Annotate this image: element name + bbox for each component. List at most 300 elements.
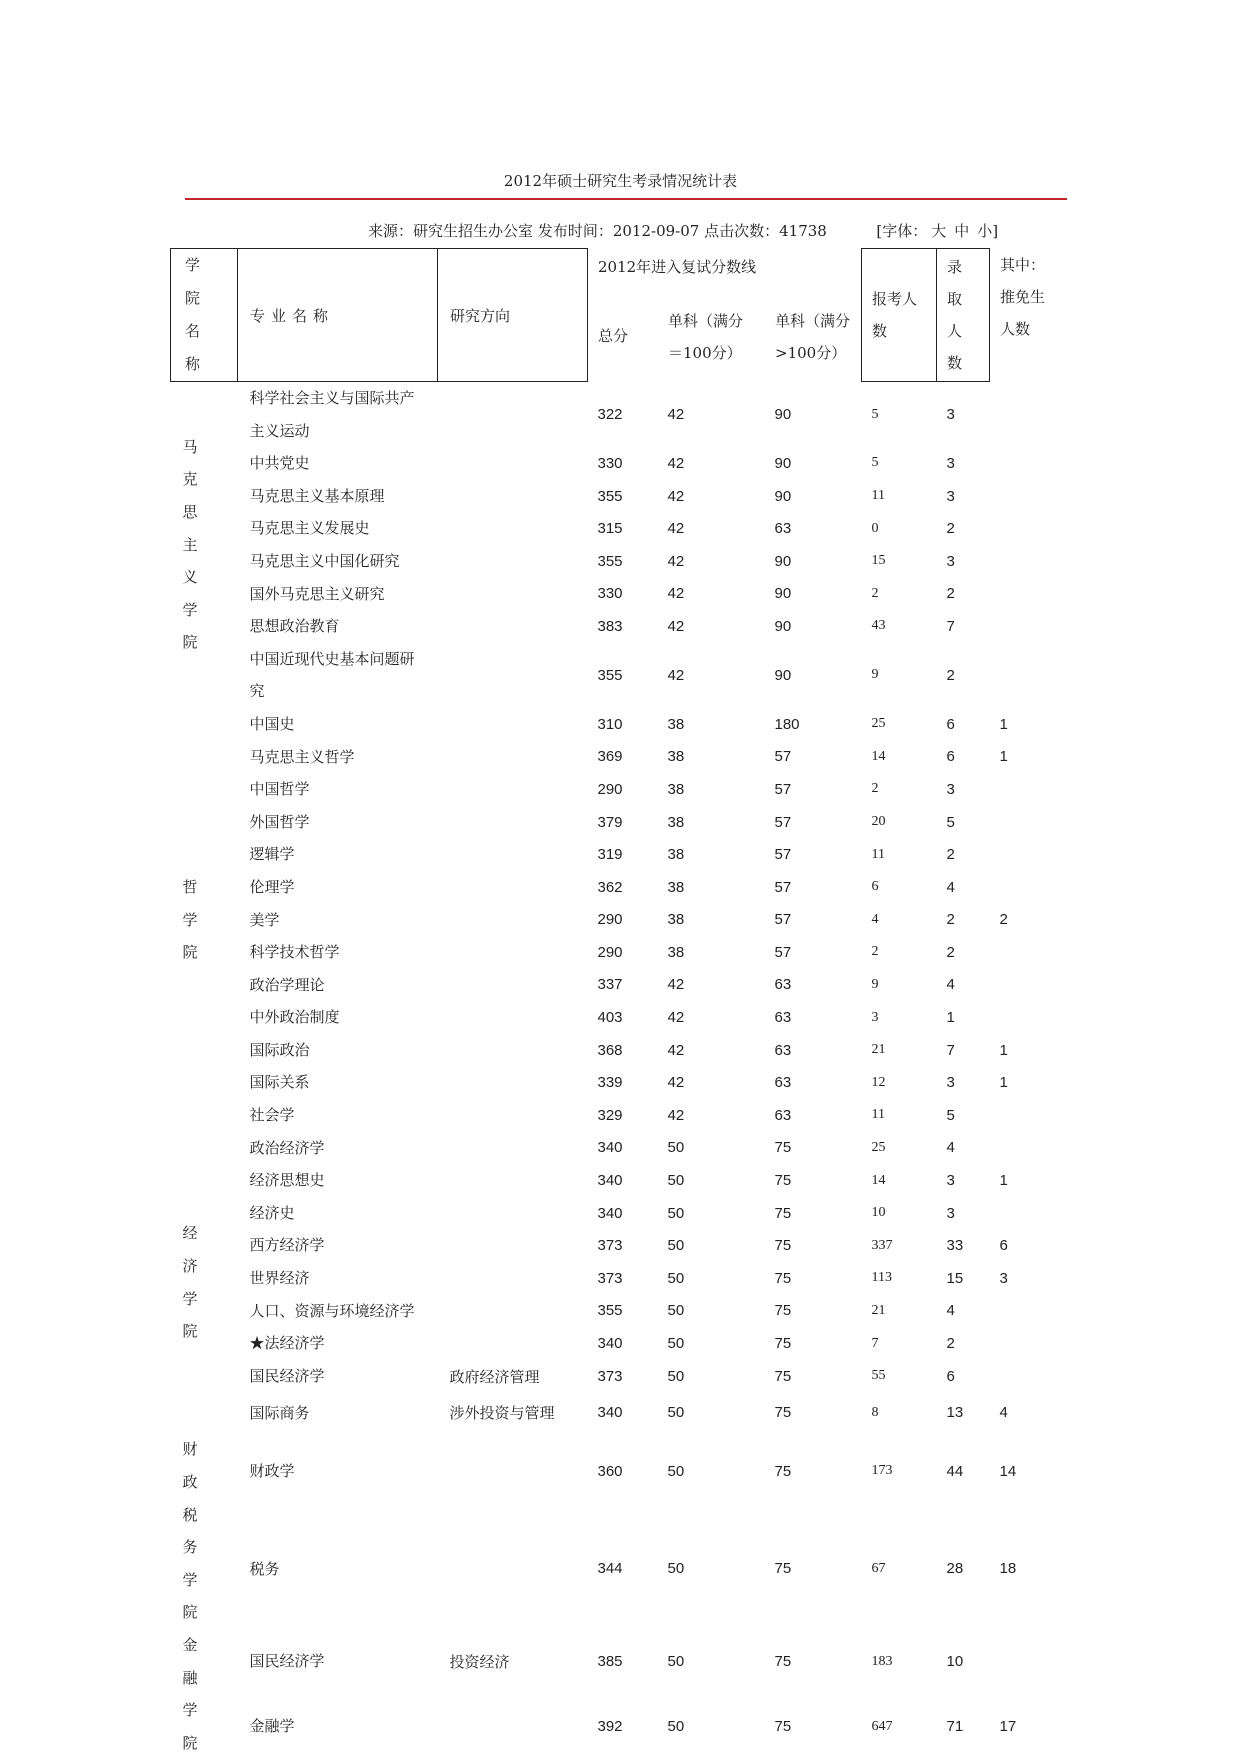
single1-cell: 50	[667, 1269, 685, 1287]
table-row	[171, 838, 1050, 871]
major-cell: 中外政治制度	[249, 1008, 340, 1027]
single2-cell: 90	[774, 487, 792, 505]
total-score-cell: 337	[597, 976, 623, 994]
single2-cell: 75	[774, 1718, 792, 1736]
admitted-cell: 3	[946, 1172, 955, 1190]
direction-cell	[438, 1327, 588, 1360]
applicants-cell: 2	[871, 944, 879, 960]
table-row	[171, 1197, 1050, 1230]
exempt-cell	[990, 578, 1050, 611]
major-cell: 财政学	[249, 1461, 295, 1480]
exempt-cell	[990, 545, 1050, 578]
applicants-cell: 3	[871, 1009, 879, 1025]
major-cell: 外国哲学	[249, 812, 310, 831]
major-cell: 思想政治教育	[249, 617, 340, 636]
single2-cell: 75	[774, 1335, 792, 1353]
single2-cell: 63	[774, 1041, 792, 1059]
admitted-cell: 4	[946, 878, 955, 896]
single1-cell: 38	[667, 878, 685, 896]
table-row	[171, 1229, 1050, 1262]
total-score-cell: 315	[597, 520, 623, 538]
total-score-cell: 319	[597, 846, 623, 864]
total-score-cell: 340	[597, 1139, 623, 1157]
direction-cell	[438, 1229, 588, 1262]
header-applicants: 报考人 数	[862, 249, 937, 382]
single2-cell: 57	[774, 846, 792, 864]
exempt-cell	[990, 447, 1050, 480]
applicants-cell: 25	[871, 1139, 886, 1155]
single2-cell: 75	[774, 1404, 792, 1422]
exempt-cell	[990, 1629, 1050, 1694]
applicants-cell: 11	[871, 846, 885, 862]
exempt-cell: 1	[999, 748, 1008, 766]
direction-cell	[438, 904, 588, 937]
major-cell: 科学社会主义与国际共产 主义运动	[249, 389, 415, 440]
applicants-cell: 55	[871, 1368, 886, 1384]
title-divider	[185, 198, 1067, 200]
admitted-cell: 2	[946, 943, 955, 961]
major-cell: 国民经济学	[249, 1366, 325, 1385]
major-cell: 科学技术哲学	[249, 943, 340, 962]
total-score-cell: 385	[597, 1653, 623, 1671]
table-row	[171, 1164, 1050, 1197]
direction-cell	[438, 741, 588, 774]
single1-cell: 42	[667, 487, 685, 505]
exempt-cell	[990, 838, 1050, 871]
applicants-cell: 337	[871, 1237, 893, 1253]
total-score-cell: 339	[597, 1074, 623, 1092]
exempt-cell	[990, 936, 1050, 969]
total-score-cell: 344	[597, 1560, 623, 1578]
single1-cell: 38	[667, 748, 685, 766]
header-score-line: 2012年进入复试分数线	[598, 258, 757, 276]
applicants-cell: 8	[871, 1404, 879, 1420]
single1-cell: 50	[667, 1653, 685, 1671]
direction-cell	[438, 512, 588, 545]
direction-cell	[438, 1262, 588, 1295]
table-row	[171, 480, 1050, 513]
major-cell: 政治经济学	[249, 1138, 325, 1157]
admitted-cell: 71	[946, 1718, 964, 1736]
admission-table	[170, 248, 1050, 1759]
single2-cell: 75	[774, 1653, 792, 1671]
direction-cell	[438, 871, 588, 904]
single1-cell: 38	[667, 943, 685, 961]
total-score-cell: 290	[597, 780, 623, 798]
applicants-cell: 0	[871, 520, 879, 536]
major-cell: 国际商务	[249, 1403, 310, 1422]
exempt-cell: 18	[999, 1560, 1017, 1578]
table-row	[171, 382, 1050, 448]
total-score-cell: 360	[597, 1462, 623, 1480]
single2-cell: 75	[774, 1139, 792, 1157]
admitted-cell: 28	[946, 1560, 964, 1578]
exempt-cell	[990, 806, 1050, 839]
major-cell: 世界经济	[249, 1269, 310, 1288]
admitted-cell: 4	[946, 976, 955, 994]
direction-cell	[438, 1164, 588, 1197]
major-cell: ★法经济学	[249, 1334, 325, 1353]
direction-cell	[438, 578, 588, 611]
direction-cell	[438, 708, 588, 741]
admitted-cell: 2	[946, 520, 955, 538]
published-label: 发布时间：	[537, 222, 613, 240]
exempt-cell	[990, 1001, 1050, 1034]
applicants-cell: 9	[871, 667, 879, 683]
applicants-cell: 5	[871, 406, 879, 422]
single1-cell: 50	[667, 1718, 685, 1736]
single1-cell: 50	[667, 1204, 685, 1222]
total-score-cell: 368	[597, 1041, 623, 1059]
admitted-cell: 10	[946, 1653, 964, 1671]
major-cell: 国外马克思主义研究	[249, 584, 385, 603]
exempt-cell	[990, 1132, 1050, 1165]
total-score-cell: 392	[597, 1718, 623, 1736]
direction-cell	[438, 643, 588, 708]
applicants-cell: 12	[871, 1074, 886, 1090]
exempt-cell: 2	[999, 911, 1008, 929]
header-direction: 研究方向	[438, 249, 588, 382]
exempt-cell	[990, 480, 1050, 513]
total-score-cell: 373	[597, 1367, 623, 1385]
single2-cell: 57	[774, 780, 792, 798]
admitted-cell: 6	[946, 748, 955, 766]
exempt-cell: 4	[999, 1404, 1008, 1422]
admitted-cell: 4	[946, 1302, 955, 1320]
single1-cell: 42	[667, 976, 685, 994]
admitted-cell: 3	[946, 1204, 955, 1222]
applicants-cell: 11	[871, 488, 885, 504]
major-cell: 美学	[249, 910, 280, 929]
single2-cell: 75	[774, 1560, 792, 1578]
direction-cell	[438, 1509, 588, 1629]
table-row	[171, 1295, 1050, 1328]
single1-cell: 38	[667, 780, 685, 798]
exempt-cell: 14	[999, 1462, 1017, 1480]
single2-cell: 180	[774, 715, 800, 733]
total-score-cell: 290	[597, 943, 623, 961]
applicants-cell: 113	[871, 1270, 892, 1286]
total-score-cell: 362	[597, 878, 623, 896]
admitted-cell: 2	[946, 1335, 955, 1353]
single1-cell: 42	[667, 520, 685, 538]
total-score-cell: 330	[597, 454, 623, 472]
major-cell: 中国史	[249, 714, 295, 733]
college-name-cell: 哲学 院	[182, 877, 212, 962]
header-total: 总分	[598, 327, 629, 345]
single1-cell: 38	[667, 715, 685, 733]
exempt-cell	[990, 1327, 1050, 1360]
exempt-cell: 1	[999, 1172, 1008, 1190]
single2-cell: 57	[774, 748, 792, 766]
table-row	[171, 1694, 1050, 1759]
applicants-cell: 21	[871, 1042, 886, 1058]
applicants-cell: 2	[871, 585, 879, 601]
direction-cell	[438, 447, 588, 480]
exempt-cell	[990, 1360, 1050, 1393]
exempt-cell	[990, 1099, 1050, 1132]
single2-cell: 90	[774, 585, 792, 603]
clicks-value: 41738	[779, 222, 827, 240]
admitted-cell: 5	[946, 813, 955, 831]
applicants-cell: 20	[871, 814, 886, 830]
direction-cell	[438, 1197, 588, 1230]
major-cell: 经济史	[249, 1203, 295, 1222]
major-cell: 逻辑学	[249, 845, 295, 864]
direction-cell: 投资经济	[449, 1653, 510, 1672]
single1-cell: 42	[667, 1041, 685, 1059]
total-score-cell: 383	[597, 617, 623, 635]
major-cell: 税务	[249, 1559, 280, 1578]
single2-cell: 63	[774, 520, 792, 538]
admitted-cell: 13	[946, 1404, 964, 1422]
direction-cell	[438, 545, 588, 578]
table-row	[171, 1034, 1050, 1067]
exempt-cell: 3	[999, 1269, 1008, 1287]
major-cell: 国际政治	[249, 1040, 310, 1059]
table-row	[171, 871, 1050, 904]
single2-cell: 90	[774, 666, 792, 684]
direction-cell	[438, 838, 588, 871]
applicants-cell: 173	[871, 1463, 893, 1479]
single1-cell: 42	[667, 1074, 685, 1092]
header-single2: 单科（满分 >100分）	[775, 312, 851, 362]
single1-cell: 50	[667, 1560, 685, 1578]
direction-cell	[438, 1001, 588, 1034]
major-cell: 人口、资源与环境经济学	[249, 1301, 415, 1320]
single2-cell: 75	[774, 1204, 792, 1222]
single2-cell: 57	[774, 878, 792, 896]
admitted-cell: 44	[946, 1462, 964, 1480]
total-score-cell: 355	[597, 666, 623, 684]
table-row	[171, 1327, 1050, 1360]
clicks-label: 点击次数：	[704, 222, 780, 240]
single1-cell: 42	[667, 405, 685, 423]
single1-cell: 42	[667, 552, 685, 570]
exempt-cell	[990, 773, 1050, 806]
total-score-cell: 340	[597, 1404, 623, 1422]
table-header-row	[171, 249, 1050, 382]
font-medium-button[interactable]: 中	[954, 222, 970, 240]
single1-cell: 42	[667, 454, 685, 472]
table-row	[171, 1099, 1050, 1132]
single2-cell: 57	[774, 943, 792, 961]
admitted-cell: 3	[946, 487, 955, 505]
header-single1: 单科（满分 ＝100分）	[668, 312, 744, 362]
exempt-cell	[990, 1295, 1050, 1328]
admitted-cell: 3	[946, 552, 955, 570]
table-row	[171, 545, 1050, 578]
total-score-cell: 322	[597, 405, 623, 423]
source-value: 研究生招生办公室	[413, 222, 534, 240]
table-row	[171, 708, 1050, 741]
admitted-cell: 2	[946, 846, 955, 864]
total-score-cell: 290	[597, 911, 623, 929]
admitted-cell: 3	[946, 406, 955, 424]
table-row	[171, 936, 1050, 969]
admitted-cell: 3	[946, 1074, 955, 1092]
college-name-cell: 财政 税务 学院	[182, 1440, 212, 1622]
admitted-cell: 6	[946, 1367, 955, 1385]
major-cell: 政治学理论	[249, 975, 325, 994]
single2-cell: 57	[774, 911, 792, 929]
total-score-cell: 340	[597, 1335, 623, 1353]
total-score-cell: 355	[597, 552, 623, 570]
single2-cell: 75	[774, 1302, 792, 1320]
exempt-cell	[990, 643, 1050, 708]
direction-cell	[438, 382, 588, 448]
applicants-cell: 9	[871, 976, 879, 992]
exempt-cell	[990, 1197, 1050, 1230]
table-row	[171, 578, 1050, 611]
single2-cell: 90	[774, 454, 792, 472]
exempt-cell	[990, 969, 1050, 1002]
major-cell: 马克思主义哲学	[249, 747, 355, 766]
admitted-cell: 7	[946, 1041, 955, 1059]
direction-cell	[438, 969, 588, 1002]
admitted-cell: 15	[946, 1269, 964, 1287]
total-score-cell: 355	[597, 1302, 623, 1320]
single1-cell: 50	[667, 1302, 685, 1320]
exempt-cell: 1	[999, 715, 1008, 733]
applicants-cell: 183	[871, 1653, 893, 1669]
applicants-cell: 5	[871, 455, 879, 471]
major-cell: 国际关系	[249, 1073, 310, 1092]
table-row	[171, 969, 1050, 1002]
single1-cell: 42	[667, 585, 685, 603]
header-exempt: 推免生 人数	[1000, 287, 1046, 338]
table-row	[171, 1509, 1050, 1629]
direction-cell	[438, 806, 588, 839]
single2-cell: 75	[774, 1462, 792, 1480]
college-name-cell: 马克 思主 义学 院	[182, 437, 212, 652]
major-cell: 中共党史	[249, 454, 310, 473]
table-row	[171, 643, 1050, 708]
applicants-cell: 647	[871, 1718, 893, 1734]
direction-cell	[438, 1295, 588, 1328]
table-row	[171, 741, 1050, 774]
font-small-button[interactable]: 小]	[977, 222, 999, 240]
table-row	[171, 447, 1050, 480]
admitted-cell: 33	[946, 1237, 964, 1255]
major-cell: 国民经济学	[249, 1652, 325, 1671]
table-row	[171, 1629, 1050, 1694]
page-title: 2012年硕士研究生考录情况统计表	[503, 172, 738, 190]
direction-cell: 政府经济管理	[449, 1367, 540, 1386]
total-score-cell: 355	[597, 487, 623, 505]
single1-cell: 50	[667, 1139, 685, 1157]
table-row	[171, 1262, 1050, 1295]
major-cell: 中国哲学	[249, 780, 310, 799]
single1-cell: 50	[667, 1404, 685, 1422]
header-college: 学院 名称	[171, 249, 238, 382]
exempt-cell: 6	[999, 1237, 1008, 1255]
table-row	[171, 1066, 1050, 1099]
header-of-which: 其中：	[1000, 255, 1046, 274]
major-cell: 经济思想史	[249, 1171, 325, 1190]
admitted-cell: 3	[946, 780, 955, 798]
single2-cell: 63	[774, 976, 792, 994]
total-score-cell: 329	[597, 1106, 623, 1124]
single2-cell: 90	[774, 405, 792, 423]
college-name-cell: 经济 学院	[182, 1224, 212, 1341]
total-score-cell: 403	[597, 1009, 623, 1027]
single1-cell: 50	[667, 1335, 685, 1353]
major-cell: 马克思主义中国化研究	[249, 551, 400, 570]
table-row	[171, 512, 1050, 545]
font-size-label: [字体：	[876, 222, 928, 240]
applicants-cell: 11	[871, 1107, 885, 1123]
direction-cell	[438, 480, 588, 513]
direction-cell	[438, 1099, 588, 1132]
table-row	[171, 1360, 1050, 1393]
exempt-cell	[990, 610, 1050, 643]
admitted-cell: 7	[946, 617, 955, 635]
direction-cell	[438, 610, 588, 643]
applicants-cell: 25	[871, 716, 886, 732]
applicants-cell: 2	[871, 781, 879, 797]
single1-cell: 50	[667, 1462, 685, 1480]
total-score-cell: 373	[597, 1237, 623, 1255]
total-score-cell: 310	[597, 715, 623, 733]
single1-cell: 42	[667, 666, 685, 684]
major-cell: 马克思主义基本原理	[249, 486, 385, 505]
exempt-cell	[990, 871, 1050, 904]
single2-cell: 75	[774, 1237, 792, 1255]
admitted-cell: 3	[946, 454, 955, 472]
major-cell: 马克思主义发展史	[249, 519, 370, 538]
single2-cell: 63	[774, 1009, 792, 1027]
table-row	[171, 610, 1050, 643]
total-score-cell: 340	[597, 1204, 623, 1222]
major-cell: 伦理学	[249, 877, 295, 896]
direction-cell	[438, 1433, 588, 1509]
font-large-button[interactable]: 大	[931, 222, 947, 240]
header-major: 专业名称	[238, 249, 438, 382]
applicants-cell: 14	[871, 748, 886, 764]
exempt-cell: 17	[999, 1718, 1017, 1736]
direction-cell	[438, 773, 588, 806]
applicants-cell: 10	[871, 1205, 886, 1221]
single1-cell: 50	[667, 1237, 685, 1255]
single2-cell: 90	[774, 552, 792, 570]
direction-cell	[438, 1034, 588, 1067]
exempt-cell	[990, 512, 1050, 545]
total-score-cell: 330	[597, 585, 623, 603]
direction-cell	[438, 936, 588, 969]
applicants-cell: 4	[871, 911, 879, 927]
applicants-cell: 21	[871, 1302, 886, 1318]
single2-cell: 75	[774, 1269, 792, 1287]
total-score-cell: 369	[597, 748, 623, 766]
admitted-cell: 4	[946, 1139, 955, 1157]
admitted-cell: 2	[946, 585, 955, 603]
single2-cell: 63	[774, 1106, 792, 1124]
total-score-cell: 373	[597, 1269, 623, 1287]
table-row	[171, 1001, 1050, 1034]
single2-cell: 75	[774, 1172, 792, 1190]
exempt-cell	[990, 382, 1050, 448]
direction-cell	[438, 1694, 588, 1759]
direction-cell: 涉外投资与管理	[449, 1404, 555, 1423]
single1-cell: 50	[667, 1367, 685, 1385]
exempt-cell: 1	[999, 1074, 1008, 1092]
table-row	[171, 1392, 1050, 1433]
table-row	[171, 1433, 1050, 1509]
applicants-cell: 6	[871, 879, 879, 895]
applicants-cell: 67	[871, 1560, 886, 1576]
admitted-cell: 2	[946, 911, 955, 929]
